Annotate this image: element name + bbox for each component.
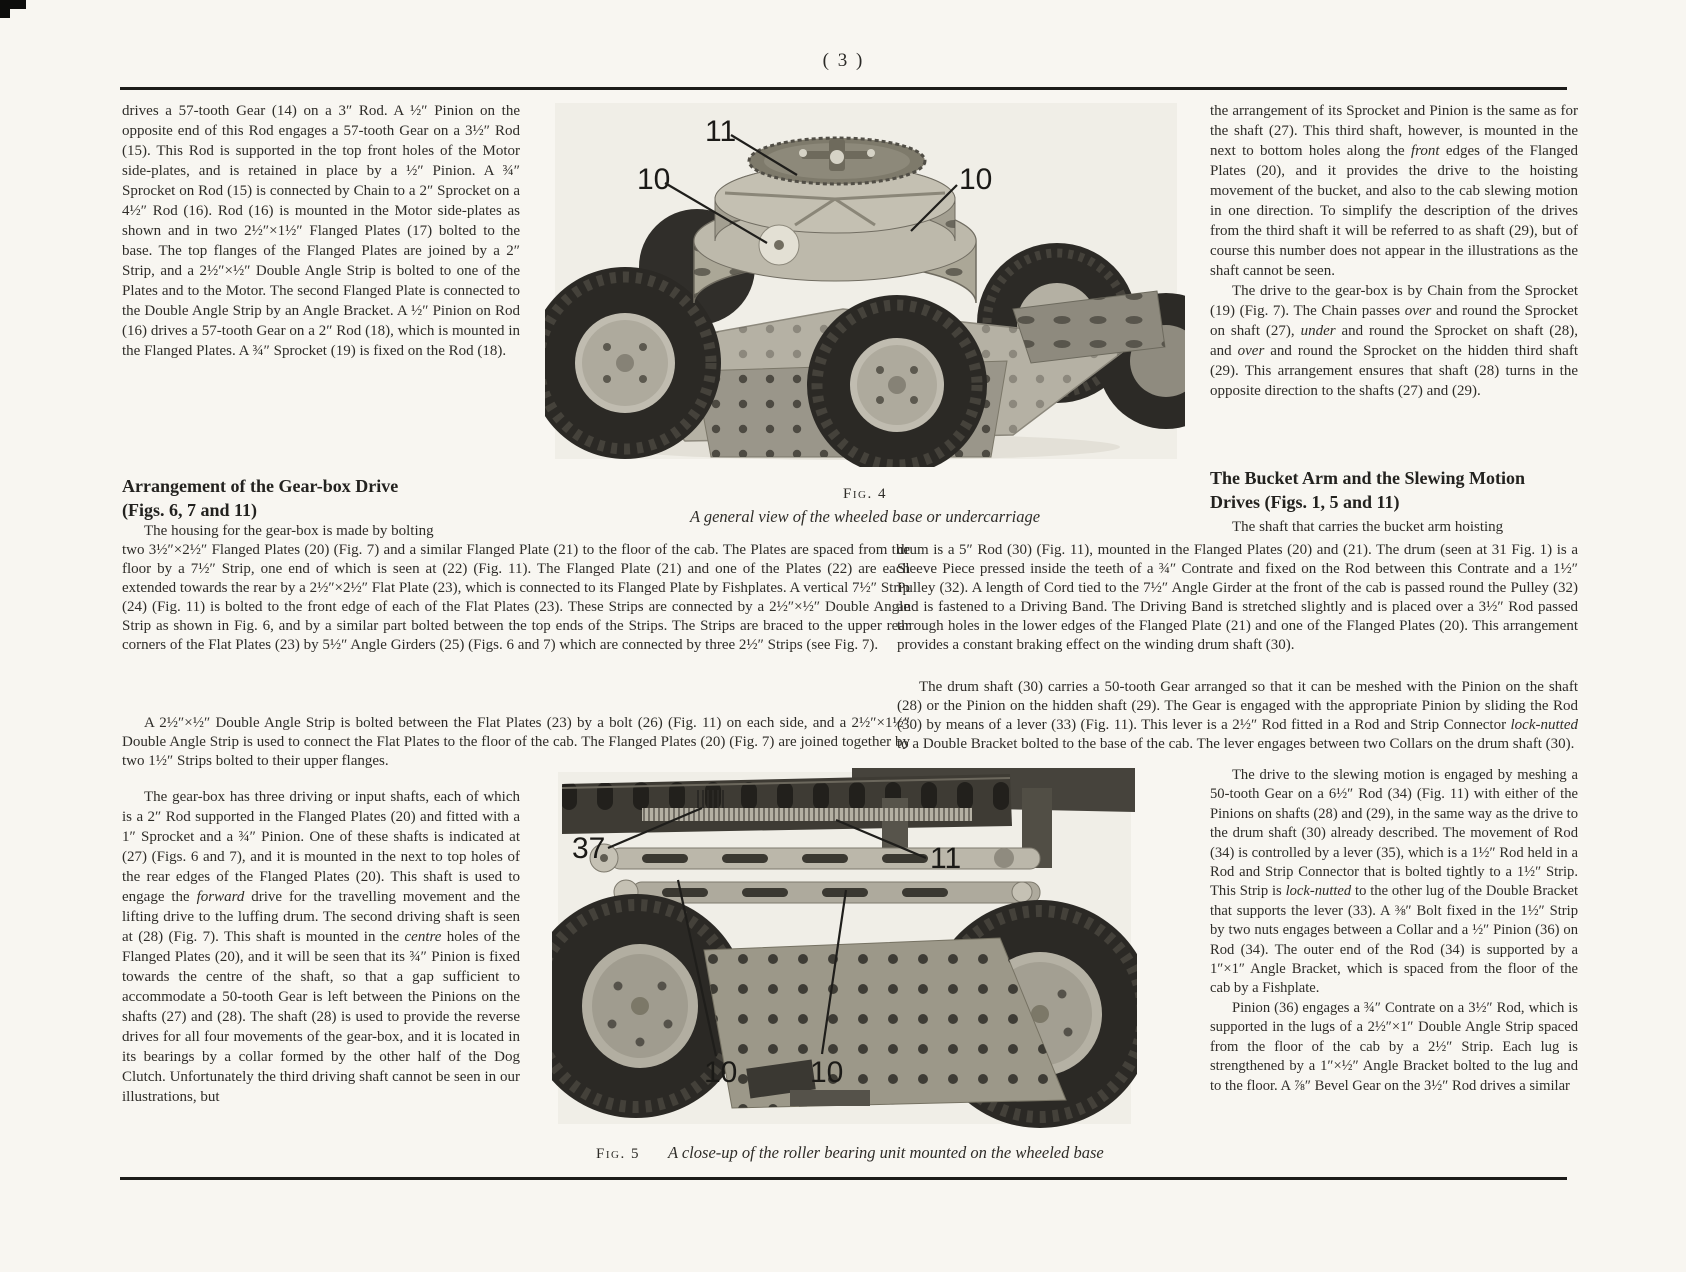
scan-artifact-mark — [0, 0, 10, 18]
callout-label-10-right: 10 — [959, 163, 993, 196]
third-shaft-paragraph: the arrangement of its Sprocket and Pinion is the same as for the shaft (27). This third shaft, however, is mounted in the next to bottom holes along the front edges of the Flanged Plates (20), and it provides the drive to the hoisting movement of the bucket, and also to the cab slewing motion in one direction. To simplify the description of the drives from the third shaft it will be referred to as shaft (29), but of course this number does not appear in the illustrations as the shaft cannot be seen. — [1210, 103, 1578, 279]
callout-label-10-left: 10 — [704, 1056, 738, 1089]
top-rule — [120, 87, 1567, 90]
heading-line-1: The Bucket Arm and the Slewing Motion — [1210, 468, 1526, 488]
pinion-36-paragraph: Pinion (36) engages a ¾″ Contrate on a 3½″ Rod, which is supported in the lugs of a 2½″×1″ Double Angle Strip spaced from the floor of the cab by a 2½″ Strip. Each lug is strengthened by a 1″×½″ Angle Bracket bolted to the lug and to the floor. A ⅞″ Bevel Gear on the 3½″ Rod drives a similar — [1210, 999, 1578, 1094]
double-angle-strip-paragraph: A 2½″×½″ Double Angle Strip is bolted between the Flat Plates (23) by a bolt (26) (Fig. 11) on each side, and a 2½″×1½″ Double Angle Strip is used to connect the Flat Plates to the floor of the cab. The Flanged Plates (20) (Fig. 7) are joined together by two 1½″ Strips bolted to their upper flanges. — [122, 715, 910, 769]
hoisting-drum-wide-paragraph: drum is a 5″ Rod (30) (Fig. 11), mounted in the Flanged Plates (20) and (21). The drum (seen at 31 Fig. 1) is a Sleeve Piece pressed inside the teeth of a ¾″ Contrate and fixed on the Rod between this Contrate and a 1½″ Pulley (32). A length of Cord tied to the 7½″ Angle Girder at the front of the cab is passed round the Pulley (32) and is fastened to a Driving Band. The Driving Band is stretched slightly and is placed over a 3½″ Rod passed through holes in the lower edges of the Flanged Plate (21) and one of the Flanged Plates (20). This arrangement provides a constant braking effect on the winding drum shaft (30). — [897, 542, 1578, 653]
fig4-photo-wheeled-base — [545, 95, 1185, 467]
callout-label-37: 37 — [572, 832, 606, 865]
roller-race-rack — [642, 808, 972, 821]
fig5-photo-roller-bearing-closeup — [552, 768, 1137, 1128]
fig4-label: Fig. 4 — [843, 486, 887, 502]
drum-shaft-wide-paragraph: The drum shaft (30) carries a 50-tooth Gear arranged so that it can be meshed with the Pinion on the shaft (28) or the Pinion on the hidden shaft (29). The Gear is engaged with the appropriate Pinion by sliding the Rod (30) by means of a lever (33) (Fig. 11). This lever is a 2½″ Rod fitted in a Rod and Strip Connector lock-nutted to a Double Bracket bolted to the base of the cab. The lever engages between two Collars on the drum shaft (30). — [897, 679, 1578, 752]
gearbox-shafts-paragraph: The gear-box has three driving or input shafts, each of which is a 2″ Rod supported in the Flanged Plates (20) and fitted with a 1″ Sprocket and a ¾″ Pinion. One of these shafts is indicated at (27) (Figs. 6 and 7), and it is mounted in the next to top holes of the rear edges of the Flanged Plates (20). This shaft is used to engage the forward drive for the travelling movement and the lifting drive to the luffing drum. The second driving shaft is seen at (28) (Fig. 7). This shaft is mounted in the centre holes of the Flanged Plates (20), and it will be seen that its ¾″ Pinion is fixed towards the centre of the shaft, so that a gap sufficient to accommodate a 50-tooth Gear is left between the Pinions on the shafts (27) and (28). The shaft (28) is used to provide the reverse drives for all four movements of the gear-box, and it is located in its bearings by a collar formed by the other half of the Dog Clutch. Unfortunately the third driving shaft cannot be seen in our illustrations, but — [122, 789, 520, 1105]
page-number: ( 3 ) — [822, 50, 865, 71]
callout-label-11: 11 — [705, 115, 737, 148]
gearbox-housing-wide-paragraph: two 3½″×2½″ Flanged Plates (20) (Fig. 7) and a similar Flanged Plate (21) to the floor of the cab. The Plates are spaced from the floor by a 7½″ Strip, one end of which is seen at (22) (Fig. 11). The Flanged Plate (21) and one of the Plates (22) are each extended towards the rear by a 2½″×2½″ Flat Plate (23), which is connected to its Flanged Plate by Fishplates. A vertical 7½″ Strip (24) (Fig. 11) is bolted to the front edge of each of the Flat Plates (23). These Strips are connected by a 2½″×½″ Double Angle Strip as shown in Fig. 6, and by a similar part bolted between the top ends of the Strips. The Strips are braced to the upper rear corners of the Flat Plates (23) by 5½″ Angle Girders (25) (Figs. 6 and 7) which are connected by three 2½″ Strips (see Fig. 7). — [122, 542, 910, 653]
fig5-caption-line — [596, 1143, 1104, 1163]
left-column-paragraph-1: drives a 57-tooth Gear (14) on a 3″ Rod. A ½″ Pinion on the opposite end of this Rod engages a 57-tooth Gear on a 3½″ Rod (15). This Rod is supported in the top front holes of the Motor side-plates, and is retained in place by a ½″ Pinion. A ¾″ Sprocket on Rod (15) is connected by Chain to a 2″ Sprocket on a 4½″ Rod (16). Rod (16) is mounted in the Motor side-plates as shown and in two 2½″×1½″ Flanged Plates (17) bolted to the base. The top flanges of the Flanged Plates are joined by a 2″ Strip, and a 2½″×½″ Double Angle Strip is bolted to one of the Plates and to the Motor. The second Flanged Plate is connected to the Double Angle Strip by an Angle Bracket. A ½″ Pinion on Rod (16) drives a 57-tooth Gear on a 2″ Rod (18), which is mounted in the Flanged Plates. A ¾″ Sprocket (19) is fixed on the Rod (18). — [122, 103, 520, 359]
slewing-drive-paragraph: The drive to the slewing motion is engaged by meshing a 50-tooth Gear on a 6½″ Rod (34) (Fig. 11) with either of the Pinions on shafts (28) and (29), in the same way as the drive to the drum shaft (30) already described. The movement of Rod (34) is controlled by a lever (35), which is a 1½″ Rod held in a Rod and Strip Connector that is bolted tightly to a 1½″ Strip. This Strip is lock-nutted to the other lug of the Double Bracket that supports the lever (33). A ⅜″ Bolt fixed in the 1½″ Strip by two nuts engages between a Collar and a ½″ Pinion (36) on Rod (34). The outer end of the Rod (34) is supported by a 1″×1″ Angle Bracket, which is spaced from the floor of the cab by a Fishplate. — [1210, 767, 1579, 997]
right-column-bottom — [1210, 766, 1578, 1096]
bucket-arm-first-line: The shaft that carries the bucket arm hoisting — [1232, 519, 1504, 535]
section-heading-gearbox-drive — [122, 474, 542, 522]
front-right-wheel — [807, 295, 987, 467]
chain-drive-paragraph: The drive to the gear-box is by Chain from the Sprocket (19) (Fig. 7). The Chain passes over and round the Sprocket on shaft (27), under and round the Sprocket on shaft (28), and over and round the Sprocket on the hidden third shaft (29). This arrangement ensures that shaft (28) turns in the opposite direction to the shafts (27) and (29). — [1210, 283, 1578, 399]
bottom-rule — [120, 1177, 1567, 1180]
heading-line-2: (Figs. 6, 7 and 11) — [122, 500, 258, 520]
callout-label-10-right: 10 — [810, 1056, 844, 1089]
heading-line-1: Arrangement of the Gear-box Drive — [122, 476, 399, 496]
right-column-top — [1210, 101, 1578, 401]
callout-label-10-left: 10 — [637, 163, 671, 196]
gearbox-housing-first-line: The housing for the gear-box is made by bolting — [144, 523, 434, 539]
callout-label-11: 11 — [930, 842, 962, 875]
fig5-label: Fig. 5 — [596, 1146, 640, 1162]
fig5-caption: A close-up of the roller bearing unit mounted on the wheeled base — [667, 1143, 1104, 1162]
section-heading-bucket-arm — [1210, 466, 1590, 514]
fig4-caption: A general view of the wheeled base or undercarriage — [689, 507, 1041, 526]
heading-line-2: Drives (Figs. 1, 5 and 11) — [1210, 492, 1400, 512]
